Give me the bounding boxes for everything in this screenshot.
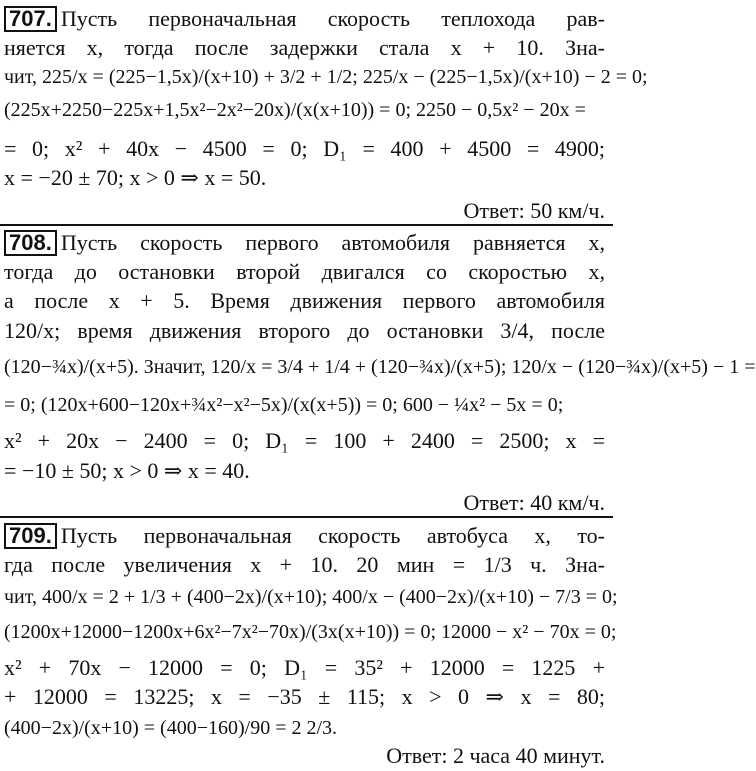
problem-707-line-3: чит, 225/x = (225−1,5x)/(x+10) + 3/2 + 1/2; 225/x − (225−1,5x)/(x+10) − 2 = 0; bbox=[4, 66, 648, 88]
problem-709-line-7: (400−2x)/(x+10) = (400−160)/90 = 2 2/3. bbox=[4, 717, 338, 739]
problem-709-line-1: 709. Пусть первоначальная скорость автобуса x, то- bbox=[4, 523, 605, 549]
problem-708-line-4: 120/x; время движения второго до остановки 3/4, после bbox=[4, 318, 605, 343]
problem-708-line-5: (120−¾x)/(x+5). Значит, 120/x = 3/4 + 1/4 + (120−¾x)/(x+5); 120/x − (120−¾x)/(x+5) − 1 = bbox=[4, 356, 756, 378]
problem-709-line-3: чит, 400/x = 2 + 1/3 + (400−2x)/(x+10); 400/x − (400−2x)/(x+10) − 7/3 = 0; bbox=[4, 586, 618, 608]
problem-709-number: 709. bbox=[4, 523, 57, 549]
problem-708-line-7: x² + 20x − 2400 = 0; D₁ = 100 + 2400 = 2500; x = bbox=[4, 428, 605, 453]
problem-707-line-1: 707. Пусть первоначальная скорость теплохода рав- bbox=[4, 6, 605, 32]
problem-707-line-4: (225x+2250−225x+1,5x²−2x²−20x)/(x(x+10)) = 0; 2250 − 0,5x² − 20x = bbox=[4, 99, 586, 121]
problem-707-answer: Ответ: 50 км/ч. bbox=[463, 198, 605, 223]
problem-709-answer: Ответ: 2 часа 40 минут. bbox=[386, 743, 605, 768]
problem-708-line-6: = 0; (120x+600−120x+¾x²−x²−5x)/(x(x+5)) = 0; 600 − ¼x² − 5x = 0; bbox=[4, 394, 564, 416]
problem-708-line-1: 708. Пусть скорость первого автомобиля равняется x, bbox=[4, 230, 605, 256]
problem-708-line-2: тогда до остановки второй двигался со скоростью x, bbox=[4, 259, 605, 284]
problem-709-line-2: гда после увеличения x + 10. 20 мин = 1/3 ч. Зна- bbox=[4, 552, 605, 577]
problem-708-number: 708. bbox=[4, 230, 57, 256]
problem-708-line-8: = −10 ± 50; x > 0 ⇒ x = 40. bbox=[4, 458, 250, 483]
problem-707-number: 707. bbox=[4, 6, 57, 32]
problem-708-answer: Ответ: 40 км/ч. bbox=[463, 490, 605, 515]
problem-709-line-6: + 12000 = 13225; x = −35 ± 115; x > 0 ⇒ x = 80; bbox=[4, 684, 605, 709]
problem-709-line-5: x² + 70x − 12000 = 0; D₁ = 35² + 12000 = 1225 + bbox=[4, 655, 605, 680]
problem-707-line-5: = 0; x² + 40x − 4500 = 0; D₁ = 400 + 4500 = 4900; bbox=[4, 136, 605, 161]
separator bbox=[0, 516, 613, 518]
problem-709-line-4: (1200x+12000−1200x+6x²−7x²−70x)/(3x(x+10)) = 0; 12000 − x² − 70x = 0; bbox=[4, 621, 617, 643]
problem-707-line-2: няется x, тогда после задержки стала x + 10. Зна- bbox=[4, 35, 605, 60]
separator bbox=[0, 224, 613, 226]
problem-708-line-3: а после x + 5. Время движения первого автомобиля bbox=[4, 288, 605, 313]
problem-707-line-6: x = −20 ± 70; x > 0 ⇒ x = 50. bbox=[4, 165, 267, 190]
